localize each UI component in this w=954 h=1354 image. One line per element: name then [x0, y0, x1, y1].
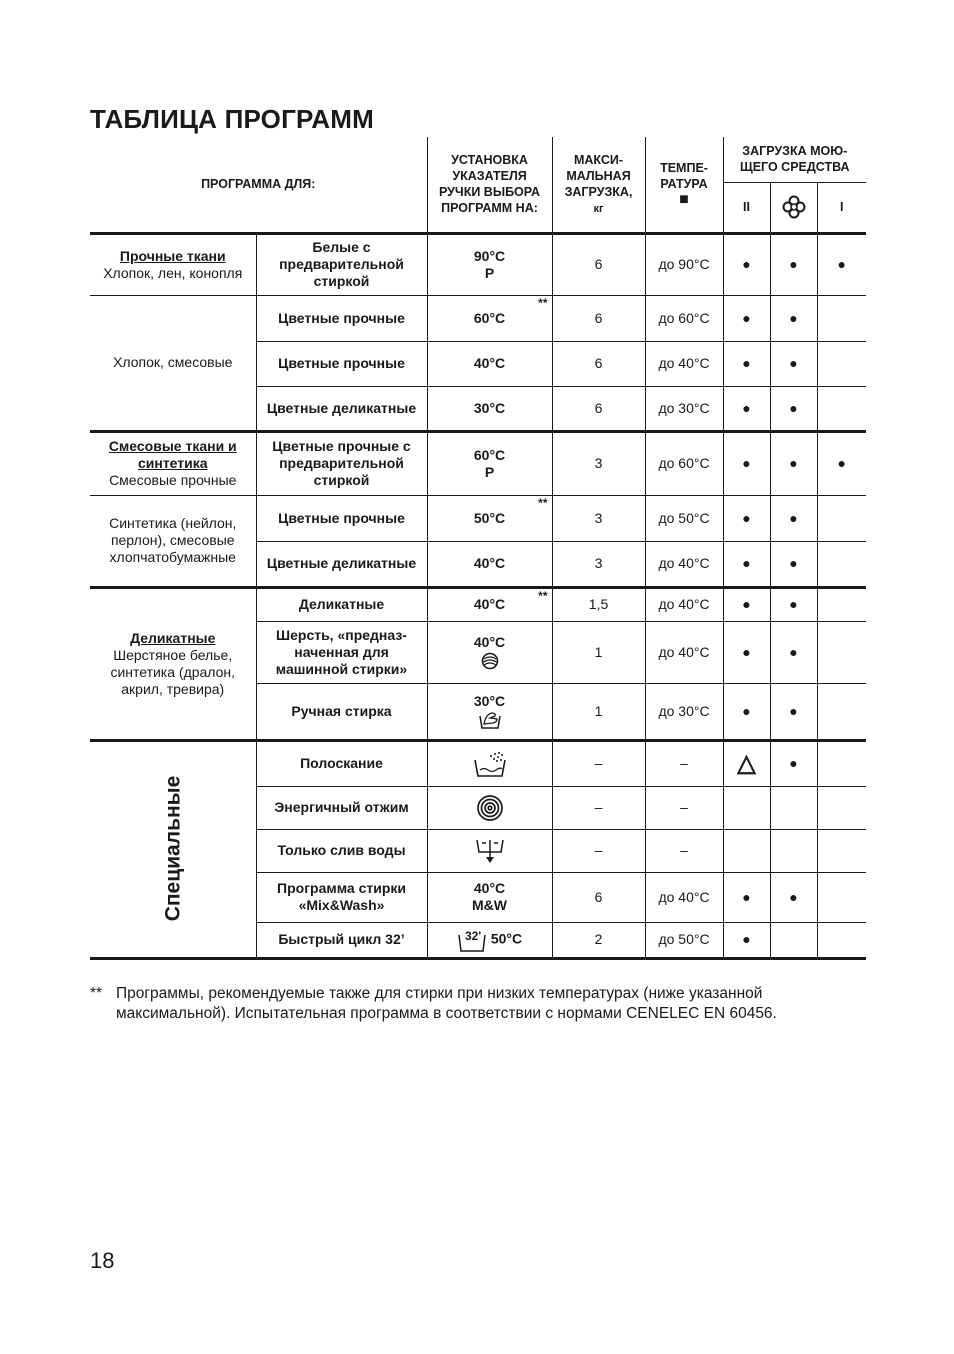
setting-extra: P: [484, 463, 495, 480]
softener-mark: ●: [770, 341, 817, 386]
max-load: –: [552, 740, 645, 786]
temperature: до 60°C: [645, 295, 723, 341]
compartment-i-mark: [817, 740, 866, 786]
compartment-i-mark: [817, 386, 866, 431]
header-setting: УСТАНОВКА УКАЗАТЕЛЯ РУЧКИ ВЫБОРА ПРОГРАММ НА:: [427, 137, 552, 233]
compartment-ii-mark: ●: [723, 431, 770, 495]
setting-temp: 50°C: [490, 930, 523, 947]
wool-icon: [431, 651, 549, 671]
program-name: Шерсть, «предназ-наченная для машинной стирки»: [256, 621, 427, 683]
compartment-ii-mark: ●: [723, 386, 770, 431]
program-setting: [427, 872, 552, 922]
setting-temp: 40°C: [473, 880, 506, 896]
category-special-label: Специальные: [161, 775, 185, 921]
temperature-square-icon: ■: [679, 191, 689, 209]
compartment-i-mark: [817, 829, 866, 872]
compartment-i-mark: [817, 922, 866, 958]
category-mixed: [90, 431, 256, 495]
temperature: до 50°C: [645, 495, 723, 541]
max-load: 3: [552, 541, 645, 587]
compartment-ii-mark: ●: [723, 587, 770, 621]
temperature: до 40°C: [645, 872, 723, 922]
setting-temp: 40°C: [473, 633, 506, 650]
category-title: Прочные ткани: [119, 247, 226, 264]
compartment-ii-mark: ●: [723, 341, 770, 386]
max-load: 2: [552, 922, 645, 958]
page-number: 18: [90, 1248, 115, 1273]
max-load: 6: [552, 233, 645, 295]
softener-mark: ●: [770, 386, 817, 431]
table-row: [90, 431, 866, 495]
softener-mark: ●: [770, 233, 817, 295]
setting-temp: 60°C: [473, 309, 506, 326]
max-load: 6: [552, 295, 645, 341]
max-load: 1: [552, 621, 645, 683]
softener-mark: [770, 922, 817, 958]
softener-mark: ●: [770, 495, 817, 541]
compartment-ii-mark: ●: [723, 683, 770, 740]
program-setting: 40°C: [427, 341, 552, 386]
header-max-load-label: МАКСИ-МАЛЬНАЯ ЗАГРУЗКА,: [564, 152, 633, 199]
compartment-i-mark: [817, 621, 866, 683]
compartment-ii-mark: ●: [723, 541, 770, 587]
category-subtitle: Шерстяное белье, синтетика (дралон, акрил, тревира): [110, 646, 236, 697]
compartment-ii-mark: [723, 829, 770, 872]
header-max-load-unit: кг: [593, 202, 604, 215]
program-name: Цветные прочные: [256, 495, 427, 541]
max-load: 6: [552, 872, 645, 922]
program-setting: [427, 295, 552, 341]
compartment-i-mark: ●: [817, 233, 866, 295]
category-heavy: [90, 233, 256, 295]
header-compartment-ii: II: [723, 182, 770, 233]
drain-icon: [427, 829, 552, 872]
max-load: 3: [552, 431, 645, 495]
program-setting: 40°C: [427, 541, 552, 587]
softener-mark: ●: [770, 740, 817, 786]
compartment-ii-mark: [723, 786, 770, 829]
program-setting: [427, 621, 552, 683]
program-name: Полоскание: [256, 740, 427, 786]
program-setting: [427, 431, 552, 495]
program-name: Цветные прочные: [256, 295, 427, 341]
compartment-i-mark: [817, 786, 866, 829]
program-setting: [427, 922, 552, 958]
compartment-i-mark: ●: [817, 431, 866, 495]
quick-tub-icon: [457, 930, 491, 946]
setting-extra: P: [484, 264, 495, 281]
max-load: 1,5: [552, 587, 645, 621]
compartment-i-mark: [817, 872, 866, 922]
category-special: [90, 740, 256, 958]
compartment-i-mark: [817, 495, 866, 541]
quick-tub-label: 32': [464, 928, 482, 943]
softener-mark: [770, 829, 817, 872]
program-name: Программа стирки «Mix&Wash»: [256, 872, 427, 922]
compartment-ii-mark: ●: [723, 233, 770, 295]
table-row: [90, 495, 866, 541]
temperature: до 40°C: [645, 621, 723, 683]
program-name: Ручная стирка: [256, 683, 427, 740]
program-setting: 30°C: [427, 386, 552, 431]
temperature: –: [645, 740, 723, 786]
page-title: ТАБЛИЦА ПРОГРАММ: [90, 104, 374, 134]
setting-temp: 50°C: [473, 509, 506, 526]
softener-mark: ●: [770, 621, 817, 683]
compartment-ii-mark: ●: [723, 872, 770, 922]
program-name: Цветные деликатные: [256, 541, 427, 587]
temperature: до 60°C: [645, 431, 723, 495]
compartment-i-mark: [817, 341, 866, 386]
program-name: Цветные прочные: [256, 341, 427, 386]
max-load: 3: [552, 495, 645, 541]
temperature: до 50°C: [645, 922, 723, 958]
softener-mark: ●: [770, 683, 817, 740]
temperature: –: [645, 829, 723, 872]
softener-mark: ●: [770, 295, 817, 341]
category-cotton-mixed: Хлопок, смесовые: [90, 295, 256, 431]
compartment-ii-mark: ●: [723, 295, 770, 341]
program-name: Цветные деликатные: [256, 386, 427, 431]
header-detergent: ЗАГРУЗКА МОЮ-ЩЕГО СРЕДСТВА: [723, 137, 866, 182]
category-synthetics: Синтетика (нейлон, перлон), смесовые хлопчатобумажные: [90, 495, 256, 587]
max-load: –: [552, 829, 645, 872]
table-row: [90, 233, 866, 295]
program-name: Быстрый цикл 32’: [256, 922, 427, 958]
compartment-i-mark: [817, 587, 866, 621]
flower-icon: [770, 182, 817, 233]
temperature: до 40°C: [645, 587, 723, 621]
program-name: Белые с предварительной стиркой: [256, 233, 427, 295]
footnote-stars: **: [538, 295, 548, 310]
program-name: Только слив воды: [256, 829, 427, 872]
program-setting: [427, 683, 552, 740]
triangle-icon: △: [723, 740, 770, 786]
max-load: 6: [552, 341, 645, 386]
max-load: 1: [552, 683, 645, 740]
max-load: –: [552, 786, 645, 829]
category-title: Смесовые ткани и синтетика: [108, 438, 237, 471]
program-setting: [427, 233, 552, 295]
footnote-stars: **: [538, 588, 548, 603]
softener-mark: ●: [770, 431, 817, 495]
setting-temp: 60°C: [473, 446, 506, 463]
hand-wash-icon: [431, 710, 549, 730]
table-row: [90, 587, 866, 621]
spin-icon: [427, 786, 552, 829]
category-subtitle: Смесовые прочные: [109, 472, 237, 488]
setting-temp: 40°C: [473, 596, 506, 612]
compartment-i-mark: [817, 541, 866, 587]
compartment-ii-mark: ●: [723, 922, 770, 958]
footnote-text: Программы, рекомендуемые также для стирки при низких температурах (ниже указанной максимальной). Испытательная программа в соответствии с нормами CENELEC EN 60456.: [116, 985, 777, 1022]
program-name: Энергичный отжим: [256, 786, 427, 829]
footnote-mark: **: [90, 985, 103, 1002]
header-compartment-i: I: [817, 182, 866, 233]
compartment-ii-mark: ●: [723, 495, 770, 541]
temperature: до 30°C: [645, 386, 723, 431]
softener-mark: [770, 786, 817, 829]
table-row: [90, 740, 866, 786]
category-delicate: [90, 587, 256, 740]
table-row: [90, 295, 866, 341]
temperature: до 40°C: [645, 541, 723, 587]
compartment-ii-mark: ●: [723, 621, 770, 683]
header-temperature-label: ТЕМПЕ-РАТУРА: [660, 161, 708, 192]
compartment-i-mark: [817, 295, 866, 341]
max-load: 6: [552, 386, 645, 431]
setting-temp: 90°C: [473, 247, 506, 264]
program-setting: [427, 495, 552, 541]
category-title: Деликатные: [130, 629, 216, 646]
header-program-for: ПРОГРАММА ДЛЯ:: [90, 137, 427, 233]
temperature: –: [645, 786, 723, 829]
category-subtitle: Хлопок, лен, конопля: [103, 264, 243, 281]
temperature: до 40°C: [645, 341, 723, 386]
setting-temp: 30°C: [473, 692, 506, 709]
compartment-i-mark: [817, 683, 866, 740]
setting-extra: M&W: [472, 897, 508, 913]
footnote-stars: **: [538, 495, 548, 510]
header-temperature: [645, 137, 723, 233]
header-max-load: [552, 137, 645, 233]
temperature: до 90°C: [645, 233, 723, 295]
temperature: до 30°C: [645, 683, 723, 740]
rinse-icon: [427, 740, 552, 786]
program-name: Деликатные: [256, 587, 427, 621]
program-setting: [427, 587, 552, 621]
softener-mark: ●: [770, 541, 817, 587]
program-table: [90, 137, 866, 960]
program-name: Цветные прочные с предварительной стиркой: [256, 431, 427, 495]
footnote: [90, 984, 870, 1024]
softener-mark: ●: [770, 587, 817, 621]
softener-mark: ●: [770, 872, 817, 922]
